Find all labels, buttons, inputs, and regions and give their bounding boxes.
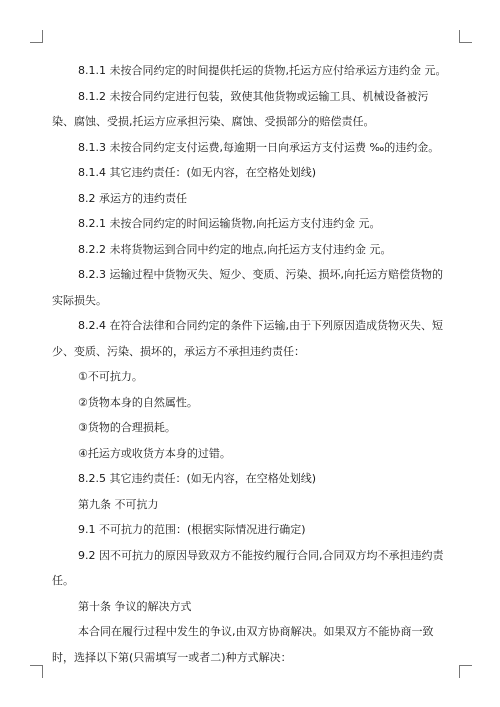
crop-mark-top-left: [30, 30, 43, 43]
clause-9-2: 9.2 因不可抗力的原因导致双方不能按约履行合同,合同双方均不承担违约责任。: [52, 548, 444, 587]
crop-mark-top-right: [459, 30, 472, 43]
list-item-force-majeure: ①不可抗力。: [78, 370, 143, 383]
crop-mark-bottom-right: [459, 665, 472, 678]
clause-9-1: 9.1 不可抗力的范围：(根据实际情况进行确定): [78, 523, 306, 536]
clause-8-1-2: 8.1.2 未按合同约定进行包装，致使其他货物或运输工具、机械设备被污染、腐蚀、受损,托运方应承担污染、腐蚀、受损部分的赔偿责任。: [52, 89, 429, 128]
dispute-resolution-text: 本合同在履行过程中发生的争议,由双方协商解决。如果双方不能协商一致时，选择以下第(只需填写一或者二)种方式解决：: [52, 625, 434, 664]
article-10-heading: 第十条 争议的解决方式: [78, 599, 192, 613]
article-9-heading: 第九条 不可抗力: [78, 497, 159, 511]
clause-8-2-5: 8.2.5 其它违约责任：(如无内容，在空格处划线): [78, 472, 317, 485]
crop-mark-bottom-left: [30, 665, 43, 678]
clause-8-2-2: 8.2.2 未将货物运到合同中约定的地点,向托运方支付违约金 元。: [78, 242, 392, 256]
clause-8-1-4: 8.1.4 其它违约责任：(如无内容，在空格处划线): [78, 166, 317, 179]
clause-8-2-3: 8.2.3 运输过程中货物灭失、短少、变质、污染、损坏,向托运方赔偿货物的实际损失。: [52, 268, 443, 307]
section-8-2-heading: 8.2 承运方的违约责任: [78, 191, 187, 205]
list-item-natural-property: ②货物本身的自然属性。: [78, 395, 198, 409]
list-item-consignor-fault: ④托运方或收货方本身的过错。: [78, 446, 231, 460]
document-body: [52, 58, 448, 670]
clause-8-1-3: 8.1.3 未按合同约定支付运费,每逾期一日向承运方支付运费 ‰的违约金。: [78, 140, 440, 154]
clause-8-2-1: 8.2.1 未按合同约定的时间运输货物,向托运方支付违约金 元。: [78, 217, 381, 230]
clause-8-1-1: 8.1.1 未按合同约定的时间提供托运的货物,托运方应付给承运方违约金 元。: [78, 64, 447, 77]
list-item-reasonable-loss: ③货物的合理损耗。: [78, 421, 176, 434]
clause-8-2-4: 8.2.4 在符合法律和合同约定的条件下运输,由于下列原因造成货物灭失、短少、变质、污染、损坏的，承运方不承担违约责任：: [52, 319, 443, 358]
